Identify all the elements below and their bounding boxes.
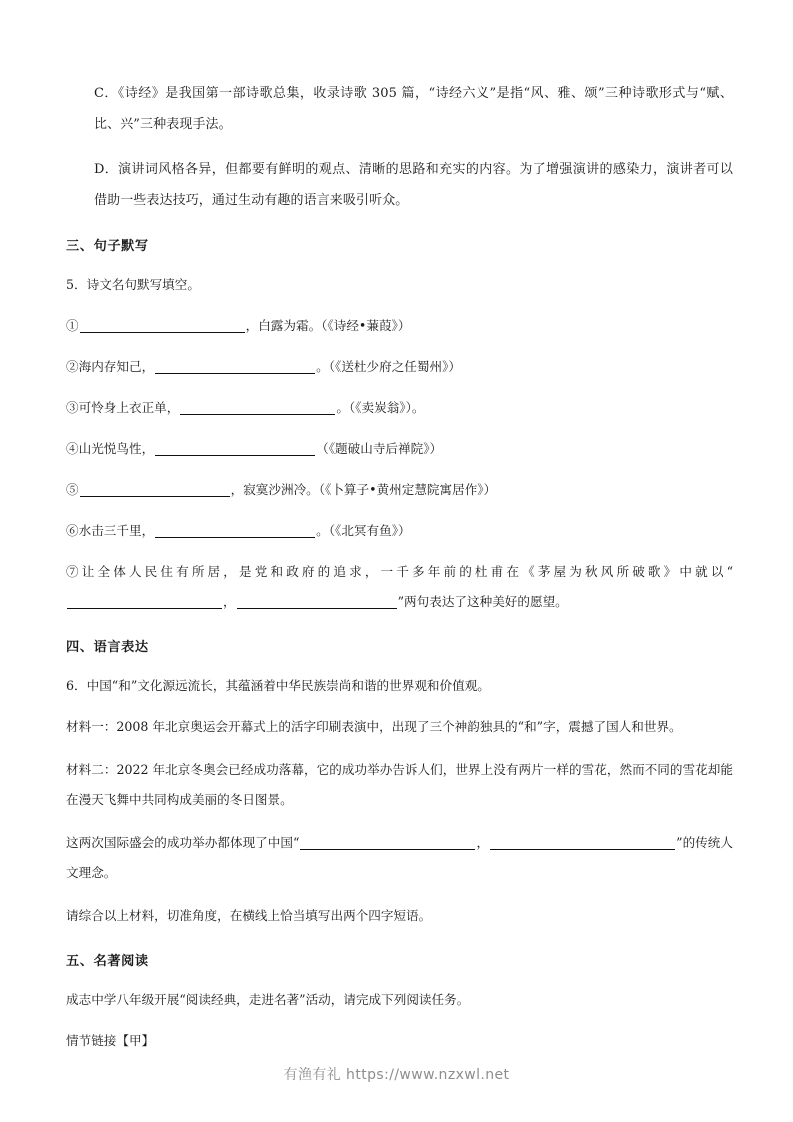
blank-item-2: [66, 352, 733, 382]
conclusion-lead: 这两次国际盛会的成功举办都体现了中国: [66, 835, 294, 850]
material-two: 材料二：2022 年北京冬奥会已经成功落幕，它的成功举办告诉人们，世界上没有两片一样的雪花，然而不同的雪花却能在漫天飞舞中共同构成美丽的冬日图景。: [66, 762, 733, 807]
separator: ，: [476, 835, 490, 850]
conclusion-tail: 的传统人文理念。: [66, 835, 734, 880]
blank-item-3: [66, 393, 733, 423]
watermark-brand: 有渔有礼: [283, 1067, 342, 1083]
question-5-stem: 5．诗文名句默写填空。: [66, 277, 200, 292]
item-marker: ①: [66, 318, 79, 333]
option-d: D．演讲词风格各异，但都要有鲜明的观点、清晰的思路和充实的内容。为了增强演讲的感染力，演讲者可以借助一些表达技巧，通过生动有趣的语言来吸引听众。: [94, 162, 733, 208]
item-tail: ，白露为霜。（《诗经•蒹葭》）: [245, 318, 411, 333]
blank-item-5: [66, 475, 733, 505]
item-lead: 水击三千里，: [78, 523, 155, 538]
plot-link-label: 情节链接【甲】: [66, 1033, 155, 1048]
answer-blank[interactable]: [155, 358, 315, 374]
answer-blank[interactable]: [80, 481, 230, 497]
item-marker: ⑦: [66, 564, 82, 579]
answer-blank[interactable]: [80, 317, 245, 333]
answer-blank[interactable]: [155, 440, 315, 456]
item-lead: 山光悦鸟性，: [78, 441, 155, 456]
section-heading-four: 四、语言表达: [66, 640, 149, 655]
blank-item-6: [66, 516, 733, 546]
material-one: 材料一：2008 年北京奥运会开幕式上的活字印刷表演中，出现了三个神韵独具的“和”字，震撼了国人和世界。: [66, 719, 682, 734]
section-five-intro: 成志中学八年级开展“阅读经典，走进名著”活动，请完成下列阅读任务。: [66, 992, 470, 1007]
item-tail: 。（《北冥有鱼》）: [316, 523, 411, 538]
item-tail: 。（《卖炭翁》）。: [336, 400, 425, 415]
blank-item-1: [66, 311, 733, 341]
answer-blank-second[interactable]: [237, 593, 397, 609]
item-tail: ，寂寞沙洲冷。（《卜算子•黄州定慧院寓居作》）: [230, 482, 497, 497]
separator: ，: [223, 594, 236, 609]
item-tail: （《题破山寺后禅院》）: [316, 441, 443, 456]
item-marker: ②: [66, 359, 79, 374]
section-heading-three: 三、句子默写: [66, 239, 149, 254]
conclusion-line: [66, 828, 733, 888]
blank-item-7: [66, 557, 733, 617]
item-lead: 让全体人民住有所居，是党和政府的追求，一千多年前的杜甫在《茅屋为秋风所破歌》中就以: [81, 564, 727, 579]
question-6-instruction: 请综合以上材料，切准角度，在横线上恰当填写出两个四字短语。: [66, 908, 432, 923]
item-marker: ⑤: [66, 482, 79, 497]
item-marker: ⑥: [66, 523, 79, 538]
quote-open: “: [293, 835, 300, 850]
watermark-url: https://www.nzxwl.net: [346, 1067, 510, 1083]
footer-watermark: [0, 1064, 793, 1084]
item-marker: ④: [66, 441, 79, 456]
answer-blank-first[interactable]: [300, 834, 475, 850]
section-heading-five: 五、名著阅读: [66, 954, 149, 969]
option-c: C．《诗经》是我国第一部诗歌总集，收录诗歌 305 篇，“诗经六义”是指“风、雅、颂”三种诗歌形式与“赋、比、兴”三种表现手法。: [94, 86, 733, 132]
answer-blank-first[interactable]: [67, 593, 222, 609]
blank-item-4: [66, 434, 733, 464]
answer-blank[interactable]: [180, 399, 335, 415]
quote-close: ”: [676, 835, 683, 850]
item-marker: ③: [66, 400, 79, 415]
answer-blank[interactable]: [155, 522, 315, 538]
item-lead: 可怜身上衣正单，: [78, 400, 180, 415]
item-tail: 。（《送杜少府之任蜀州》）: [316, 359, 461, 374]
item-lead: 海内存知己，: [78, 359, 155, 374]
answer-blank-second[interactable]: [490, 834, 675, 850]
quote-open: “: [726, 564, 734, 579]
question-6-stem: 6．中国“和”文化源远流长，其蕴涵着中华民族崇尚和谐的世界观和价值观。: [66, 678, 490, 693]
item-tail: 两句表达了这种美好的愿望。: [404, 594, 568, 609]
quote-close: ”: [397, 594, 405, 609]
